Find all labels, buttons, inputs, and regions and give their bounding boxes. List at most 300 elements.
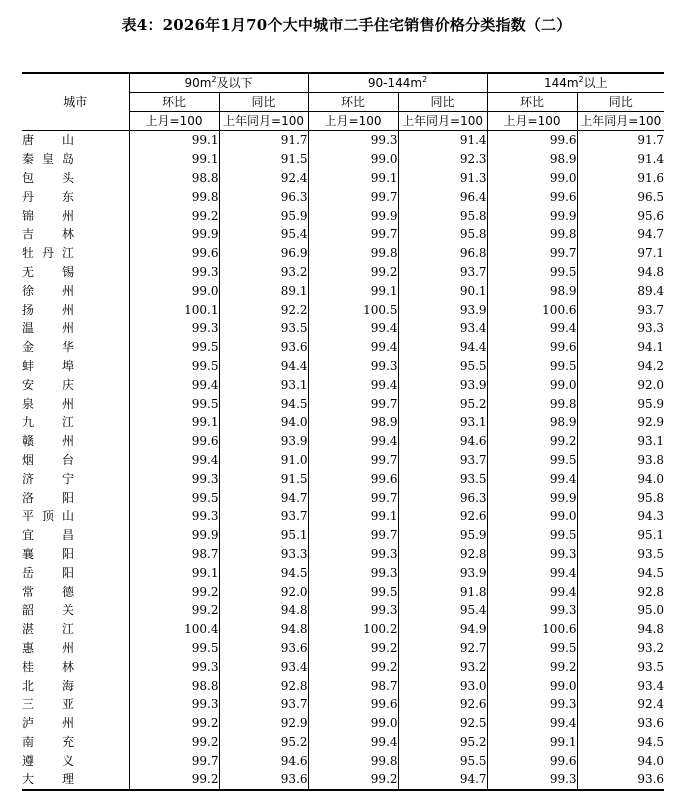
yoy-value: 92.7 [398, 639, 487, 658]
yoy-value: 93.9 [398, 563, 487, 582]
city-label: 金华 [22, 340, 74, 355]
mom-value: 99.7 [308, 225, 398, 244]
mom-value: 98.9 [487, 150, 577, 169]
city-name [22, 244, 129, 263]
mom-value: 99.4 [308, 375, 398, 394]
table-body [22, 131, 664, 790]
yoy-value: 92.4 [577, 695, 664, 714]
table-row [22, 150, 664, 169]
mom-value: 99.7 [487, 244, 577, 263]
yoy-value: 91.6 [577, 169, 664, 188]
mom-header: 环比 [129, 93, 219, 112]
mom-value: 99.2 [129, 733, 219, 752]
yoy-value: 93.4 [398, 319, 487, 338]
mom-value: 100.6 [487, 620, 577, 639]
yoy-value: 93.5 [577, 657, 664, 676]
city-label: 包头 [22, 170, 74, 185]
yoy-value: 95.1 [577, 526, 664, 545]
table-row [22, 657, 664, 676]
table-row [22, 244, 664, 263]
mom-value: 99.7 [308, 394, 398, 413]
mom-value: 99.3 [487, 770, 577, 790]
mom-value: 99.3 [129, 507, 219, 526]
yoy-value: 95.9 [398, 526, 487, 545]
mom-value: 99.2 [308, 639, 398, 658]
mom-value: 99.3 [308, 357, 398, 376]
yoy-value: 96.9 [219, 244, 308, 263]
city-label: 北海 [22, 678, 74, 693]
yoy-header: 同比 [398, 93, 487, 112]
yoy-value: 93.4 [577, 676, 664, 695]
city-label: 三亚 [22, 697, 74, 712]
city-name [22, 319, 129, 338]
mom-value: 99.9 [129, 526, 219, 545]
yoy-value: 97.1 [577, 244, 664, 263]
yoy-value: 95.9 [577, 394, 664, 413]
city-name [22, 451, 129, 470]
city-name [22, 394, 129, 413]
mom-base-header: 上月=100 [129, 112, 219, 131]
mom-value: 99.1 [308, 169, 398, 188]
mom-value: 99.3 [129, 657, 219, 676]
mom-base-header: 上月=100 [308, 112, 398, 131]
city-name [22, 620, 129, 639]
yoy-value: 93.7 [398, 451, 487, 470]
mom-value: 100.2 [308, 620, 398, 639]
yoy-value: 95.8 [398, 206, 487, 225]
city-name [22, 469, 129, 488]
yoy-value: 94.8 [577, 263, 664, 282]
mom-header: 环比 [308, 93, 398, 112]
mom-value: 99.6 [487, 338, 577, 357]
yoy-value: 93.9 [398, 300, 487, 319]
mom-value: 99.4 [308, 432, 398, 451]
table-row [22, 507, 664, 526]
city-label: 九江 [22, 415, 74, 430]
yoy-value: 95.2 [398, 733, 487, 752]
table-row [22, 281, 664, 300]
city-label: 吉林 [22, 227, 74, 242]
city-label: 桂林 [22, 659, 74, 674]
yoy-value: 91.7 [577, 131, 664, 150]
city-label: 无锡 [22, 264, 74, 279]
yoy-value: 93.9 [219, 432, 308, 451]
city-name [22, 751, 129, 770]
yoy-value: 91.5 [219, 469, 308, 488]
mom-value: 99.5 [129, 394, 219, 413]
mom-value: 99.4 [129, 451, 219, 470]
yoy-value: 92.8 [219, 676, 308, 695]
city-name [22, 432, 129, 451]
mom-value: 99.1 [129, 563, 219, 582]
mom-value: 99.5 [129, 338, 219, 357]
mom-value: 99.8 [308, 751, 398, 770]
yoy-base-header: 上年同月=100 [219, 112, 308, 131]
table-row [22, 375, 664, 394]
table-row [22, 526, 664, 545]
table-row [22, 394, 664, 413]
yoy-value: 93.6 [219, 770, 308, 790]
city-label: 锦州 [22, 208, 74, 223]
yoy-value: 93.5 [577, 545, 664, 564]
yoy-value: 94.5 [577, 733, 664, 752]
mom-value: 99.3 [308, 563, 398, 582]
mom-value: 99.2 [308, 657, 398, 676]
city-label: 安庆 [22, 377, 74, 392]
yoy-value: 96.4 [398, 187, 487, 206]
mom-value: 99.5 [487, 639, 577, 658]
mom-value: 99.1 [129, 131, 219, 150]
yoy-value: 95.5 [398, 357, 487, 376]
mom-value: 99.6 [487, 131, 577, 150]
yoy-value: 91.4 [577, 150, 664, 169]
city-label: 南充 [22, 734, 74, 749]
city-label: 赣州 [22, 434, 74, 449]
mom-value: 98.7 [129, 545, 219, 564]
yoy-value: 95.9 [219, 206, 308, 225]
yoy-value: 95.6 [577, 206, 664, 225]
yoy-value: 92.2 [219, 300, 308, 319]
mom-value: 99.0 [487, 676, 577, 695]
city-name [22, 770, 129, 790]
mom-value: 99.4 [487, 582, 577, 601]
mom-value: 99.7 [308, 526, 398, 545]
city-label: 韶关 [22, 603, 74, 618]
mom-value: 99.6 [129, 432, 219, 451]
yoy-value: 93.1 [577, 432, 664, 451]
mom-value: 99.6 [308, 469, 398, 488]
yoy-header: 同比 [219, 93, 308, 112]
city-label: 烟台 [22, 452, 74, 467]
table-row [22, 225, 664, 244]
mom-value: 99.8 [487, 225, 577, 244]
mom-value: 99.1 [308, 281, 398, 300]
table-row [22, 751, 664, 770]
page-title: 表4：2026年1月70个大中城市二手住宅销售价格分类指数（二） [121, 16, 572, 34]
yoy-value: 94.6 [398, 432, 487, 451]
yoy-value: 92.4 [219, 169, 308, 188]
yoy-value: 93.1 [219, 375, 308, 394]
city-name [22, 639, 129, 658]
mom-value: 99.8 [308, 244, 398, 263]
city-label: 秦皇岛 [22, 152, 74, 167]
mom-base-header: 上月=100 [487, 112, 577, 131]
table-row [22, 300, 664, 319]
yoy-value: 93.5 [398, 469, 487, 488]
yoy-value: 92.6 [398, 695, 487, 714]
mom-value: 99.9 [487, 488, 577, 507]
table-row [22, 338, 664, 357]
yoy-value: 94.7 [219, 488, 308, 507]
yoy-value: 94.4 [398, 338, 487, 357]
mom-value: 99.2 [129, 206, 219, 225]
yoy-value: 94.3 [577, 507, 664, 526]
mom-value: 98.9 [487, 413, 577, 432]
mom-value: 99.3 [308, 131, 398, 150]
yoy-value: 94.4 [219, 357, 308, 376]
table-row [22, 263, 664, 282]
mom-value: 100.1 [129, 300, 219, 319]
mom-value: 99.5 [487, 451, 577, 470]
yoy-value: 91.5 [219, 150, 308, 169]
city-name [22, 526, 129, 545]
yoy-value: 94.2 [577, 357, 664, 376]
table-row [22, 488, 664, 507]
yoy-value: 95.2 [219, 733, 308, 752]
mom-value: 99.7 [308, 451, 398, 470]
city-name [22, 300, 129, 319]
yoy-base-header: 上年同月=100 [577, 112, 664, 131]
yoy-value: 93.2 [577, 639, 664, 658]
yoy-value: 96.8 [398, 244, 487, 263]
yoy-value: 93.0 [398, 676, 487, 695]
mom-value: 99.0 [487, 169, 577, 188]
yoy-value: 89.4 [577, 281, 664, 300]
mom-value: 99.7 [129, 751, 219, 770]
table-row [22, 545, 664, 564]
mom-value: 99.4 [487, 319, 577, 338]
yoy-value: 92.9 [219, 714, 308, 733]
mom-value: 99.3 [129, 695, 219, 714]
table-row [22, 601, 664, 620]
yoy-header: 同比 [577, 93, 664, 112]
table-row [22, 469, 664, 488]
mom-value: 99.8 [487, 394, 577, 413]
city-label: 平顶山 [22, 509, 74, 524]
yoy-base-header: 上年同月=100 [398, 112, 487, 131]
mom-value: 99.3 [487, 601, 577, 620]
yoy-value: 94.7 [398, 770, 487, 790]
yoy-value: 92.9 [577, 413, 664, 432]
mom-value: 98.7 [308, 676, 398, 695]
table-row [22, 639, 664, 658]
yoy-value: 92.0 [219, 582, 308, 601]
yoy-value: 94.8 [577, 620, 664, 639]
yoy-value: 96.3 [219, 187, 308, 206]
mom-value: 99.2 [308, 263, 398, 282]
city-name [22, 413, 129, 432]
yoy-value: 94.6 [219, 751, 308, 770]
group-header-small: $90m^2$及以下 [129, 73, 308, 93]
mom-value: 99.4 [129, 375, 219, 394]
city-name [22, 545, 129, 564]
yoy-value: 95.8 [577, 488, 664, 507]
mom-value: 99.2 [129, 714, 219, 733]
city-name [22, 676, 129, 695]
table-row [22, 432, 664, 451]
yoy-value: 93.2 [219, 263, 308, 282]
yoy-value: 91.3 [398, 169, 487, 188]
yoy-value: 93.3 [219, 545, 308, 564]
yoy-value: 93.8 [577, 451, 664, 470]
yoy-value: 96.5 [577, 187, 664, 206]
table-row [22, 733, 664, 752]
yoy-value: 93.6 [219, 639, 308, 658]
yoy-value: 95.8 [398, 225, 487, 244]
mom-value: 99.6 [308, 695, 398, 714]
yoy-value: 94.0 [577, 469, 664, 488]
yoy-value: 93.6 [577, 714, 664, 733]
mom-value: 99.6 [129, 244, 219, 263]
yoy-value: 90.1 [398, 281, 487, 300]
mom-value: 99.2 [487, 657, 577, 676]
mom-value: 98.8 [129, 169, 219, 188]
yoy-value: 94.1 [577, 338, 664, 357]
yoy-value: 94.8 [219, 601, 308, 620]
mom-value: 99.6 [487, 187, 577, 206]
mom-value: 99.0 [487, 375, 577, 394]
city-label: 襄阳 [22, 546, 74, 561]
table-row [22, 582, 664, 601]
price-index-table [22, 72, 664, 791]
mom-value: 99.5 [487, 357, 577, 376]
mom-value: 100.6 [487, 300, 577, 319]
yoy-value: 95.4 [398, 601, 487, 620]
city-label: 牡丹江 [22, 246, 74, 261]
mom-value: 99.3 [308, 601, 398, 620]
city-name [22, 582, 129, 601]
city-name [22, 601, 129, 620]
yoy-value: 94.7 [577, 225, 664, 244]
mom-value: 99.0 [129, 281, 219, 300]
yoy-value: 93.4 [219, 657, 308, 676]
city-name [22, 507, 129, 526]
yoy-value: 92.3 [398, 150, 487, 169]
city-label: 济宁 [22, 471, 74, 486]
mom-value: 99.5 [129, 488, 219, 507]
mom-value: 99.2 [129, 770, 219, 790]
city-column-header: 城市 [22, 73, 129, 131]
mom-value: 98.8 [129, 676, 219, 695]
mom-value: 99.5 [487, 526, 577, 545]
yoy-value: 95.1 [219, 526, 308, 545]
yoy-value: 95.0 [577, 601, 664, 620]
city-label: 岳阳 [22, 565, 74, 580]
mom-value: 99.3 [129, 319, 219, 338]
yoy-value: 92.8 [577, 582, 664, 601]
city-name [22, 488, 129, 507]
city-label: 扬州 [22, 302, 74, 317]
city-label: 泸州 [22, 716, 74, 731]
table-row [22, 563, 664, 582]
yoy-value: 93.9 [398, 375, 487, 394]
mom-value: 99.5 [129, 357, 219, 376]
table-row [22, 187, 664, 206]
table-row [22, 169, 664, 188]
mom-value: 99.5 [129, 639, 219, 658]
mom-value: 99.8 [129, 187, 219, 206]
city-name [22, 225, 129, 244]
yoy-value: 92.0 [577, 375, 664, 394]
yoy-value: 93.6 [577, 770, 664, 790]
mom-value: 99.9 [129, 225, 219, 244]
mom-value: 99.2 [129, 582, 219, 601]
city-label: 湛江 [22, 622, 74, 637]
mom-value: 99.7 [308, 488, 398, 507]
city-name [22, 150, 129, 169]
yoy-value: 94.5 [219, 394, 308, 413]
table-row [22, 131, 664, 150]
yoy-value: 93.5 [219, 319, 308, 338]
mom-value: 99.1 [129, 413, 219, 432]
mom-value: 99.1 [308, 507, 398, 526]
mom-value: 99.0 [487, 507, 577, 526]
mom-value: 99.1 [487, 733, 577, 752]
city-label: 泉州 [22, 396, 74, 411]
yoy-value: 94.5 [577, 563, 664, 582]
city-name [22, 187, 129, 206]
city-label: 惠州 [22, 640, 74, 655]
mom-value: 99.5 [487, 263, 577, 282]
yoy-value: 92.8 [398, 545, 487, 564]
mom-value: 99.3 [308, 545, 398, 564]
city-label: 徐州 [22, 283, 74, 298]
city-name [22, 714, 129, 733]
yoy-value: 91.8 [398, 582, 487, 601]
city-label: 常德 [22, 584, 74, 599]
city-name [22, 733, 129, 752]
city-name [22, 375, 129, 394]
mom-value: 98.9 [487, 281, 577, 300]
city-name [22, 563, 129, 582]
city-name [22, 131, 129, 150]
mom-value: 99.2 [308, 770, 398, 790]
mom-value: 99.0 [308, 714, 398, 733]
table-row [22, 714, 664, 733]
mom-value: 99.4 [487, 714, 577, 733]
city-label: 丹东 [22, 189, 74, 204]
table-row [22, 206, 664, 225]
table-row [22, 413, 664, 432]
mom-value: 99.7 [308, 187, 398, 206]
yoy-value: 89.1 [219, 281, 308, 300]
yoy-value: 94.9 [398, 620, 487, 639]
yoy-value: 92.6 [398, 507, 487, 526]
mom-value: 99.3 [487, 545, 577, 564]
city-name [22, 657, 129, 676]
mom-value: 99.2 [487, 432, 577, 451]
yoy-value: 96.3 [398, 488, 487, 507]
yoy-value: 93.7 [398, 263, 487, 282]
yoy-value: 94.8 [219, 620, 308, 639]
city-name [22, 263, 129, 282]
yoy-value: 91.0 [219, 451, 308, 470]
yoy-value: 95.4 [219, 225, 308, 244]
city-name [22, 338, 129, 357]
table-row [22, 357, 664, 376]
city-name [22, 281, 129, 300]
mom-value: 99.4 [487, 563, 577, 582]
mom-value: 99.1 [129, 150, 219, 169]
table-row [22, 319, 664, 338]
mom-value: 99.6 [487, 751, 577, 770]
mom-value: 99.9 [308, 206, 398, 225]
mom-value: 100.5 [308, 300, 398, 319]
group-header-medium: $90-144m^2$ [308, 73, 487, 93]
table-row [22, 695, 664, 714]
yoy-value: 93.3 [577, 319, 664, 338]
mom-value: 99.4 [308, 319, 398, 338]
city-name [22, 169, 129, 188]
city-label: 遵义 [22, 753, 74, 768]
city-label: 大理 [22, 772, 74, 787]
mom-value: 99.3 [487, 695, 577, 714]
yoy-value: 91.4 [398, 131, 487, 150]
yoy-value: 93.7 [577, 300, 664, 319]
yoy-value: 93.7 [219, 695, 308, 714]
city-name [22, 206, 129, 225]
yoy-value: 95.5 [398, 751, 487, 770]
